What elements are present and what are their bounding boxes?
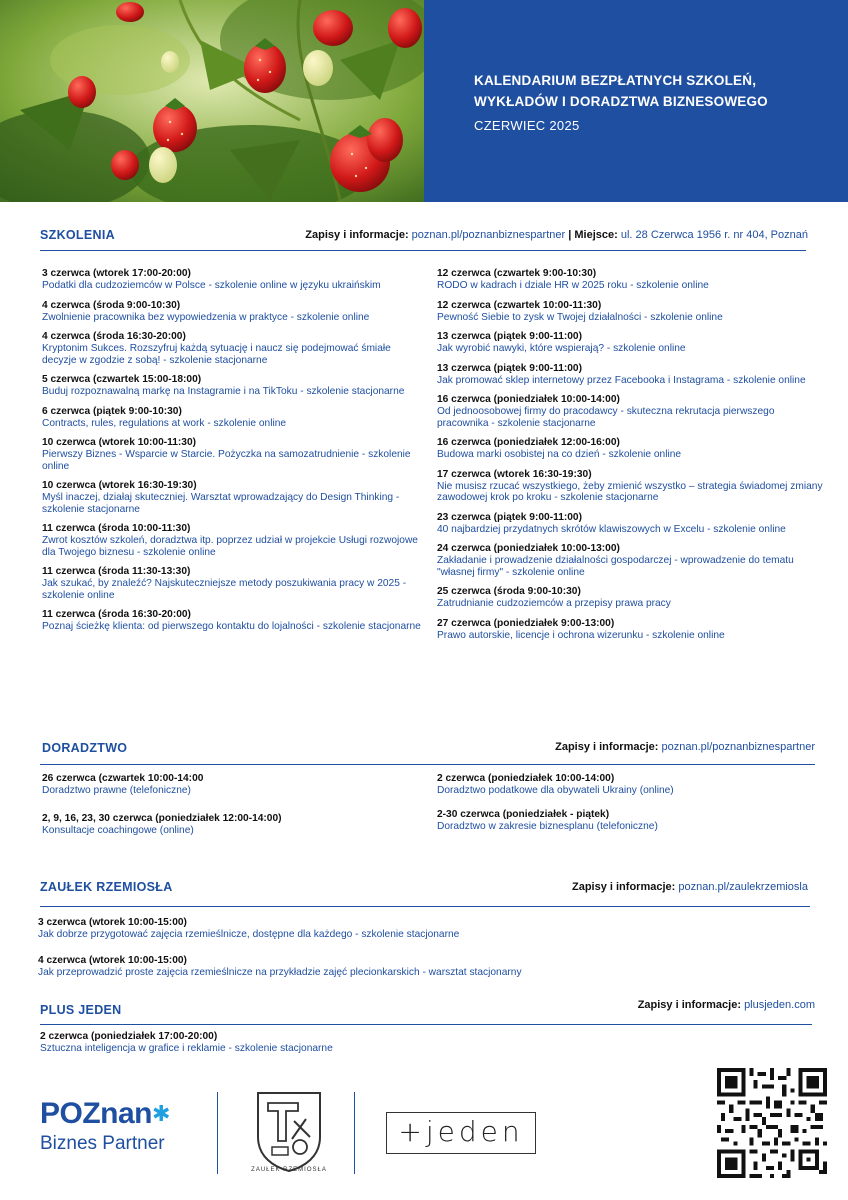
plusjeden-info-label: Zapisy i informacje:	[637, 999, 741, 1011]
event-description: Zwolnienie pracownika bez wypowiedzenia w praktyce - szkolenie online	[42, 311, 370, 323]
event-item	[40, 1031, 740, 1055]
event-item	[42, 331, 422, 366]
event-item	[42, 437, 422, 472]
poznan-wordmark-text: POZnan	[40, 1097, 153, 1130]
strawberry-photo	[0, 0, 424, 202]
event-description: Buduj rozpoznawalną markę na Instagramie i na TikToku - szkolenie stacjonarne	[42, 386, 405, 397]
event-description: Pewność Siebie to zysk w Twojej działalności - szkolenie online	[437, 311, 723, 323]
event-description: Jak przeprowadzić proste zajęcia rzemieślnicze na przykładzie zajęć plecionkarskich - warsztat stacjonarny	[38, 966, 522, 978]
event-description: Nie musisz rzucać wszystkiego, żeby zmienić wszystko – strategia świadomej zmiany zawodowej krok po kroku - szkolenie stacjonarne	[437, 480, 823, 503]
event-date: 25 czerwca (środa 9:00-10:30)	[437, 586, 581, 597]
plusjeden-info-link[interactable]: plusjeden.com	[744, 999, 815, 1011]
event-item	[437, 437, 827, 461]
event-description: Pierwszy Biznes - Wsparcie w Starcie. Pożyczka na samozatrudnienie - szkolenie online	[42, 449, 411, 472]
plusjeden-info	[638, 999, 815, 1011]
event-date: 4 czerwca (wtorek 10:00-15:00)	[38, 954, 187, 966]
section-divider	[40, 906, 810, 907]
zaulek-info-label: Zapisy i informacje:	[571, 881, 676, 893]
event-item	[42, 480, 422, 515]
event-description: Doradztwo w zakresie biznesplanu (telefoniczne)	[437, 820, 658, 832]
event-date: 3 czerwca (wtorek 17:00-20:00)	[42, 268, 191, 279]
event-item	[38, 917, 818, 941]
event-description: Jak dobrze przygotować zajęcia rzemieślnicze, dostępne dla każdego - szkolenie stacjonarne	[38, 929, 460, 940]
event-description: Zakładanie i prowadzenie działalności gospodarczej - wprowadzenie do tematu "własnej firmy" - szkolenie online	[437, 555, 794, 578]
event-item	[437, 469, 827, 504]
page-title	[474, 70, 768, 112]
event-item	[42, 566, 422, 601]
event-date: 10 czerwca (wtorek 16:30-19:30)	[42, 480, 197, 491]
event-description: RODO w kadrach i dziale HR w 2025 roku - szkolenie online	[437, 280, 709, 291]
event-date: 23 czerwca (piątek 9:00-11:00)	[437, 511, 582, 523]
event-description: Kryptonim Sukces. Rozszyfruj każdą sytuację i naucz się podejmować śmiałe decyzje w zgodzie z sobą! - szkolenie stacjonarne	[42, 343, 391, 366]
szkolenia-place-label: Miejsce:	[574, 229, 618, 241]
event-date: 10 czerwca (wtorek 10:00-11:30)	[42, 437, 197, 448]
event-description: Budowa marki osobistej na co dzień - szkolenie online	[437, 449, 682, 460]
section-divider	[40, 1024, 812, 1025]
poznan-biznes-partner-logo	[40, 1098, 170, 1156]
section-divider	[40, 250, 806, 251]
event-description: Zwrot kosztów szkoleń, doradztwa itp. poprzez udział w projekcie Usługi rozwojowe dla Twojego biznesu - szkolenie online	[42, 535, 418, 558]
szkolenia-info-link[interactable]: poznan.pl/poznanbiznespartner	[411, 229, 566, 241]
event-item	[42, 773, 422, 797]
event-item	[42, 609, 422, 633]
event-date: 3 czerwca (wtorek 10:00-15:00)	[38, 917, 187, 928]
event-item	[42, 374, 422, 398]
zaulek-rzemiosla-logo	[248, 1085, 330, 1180]
szkolenia-right-column	[437, 268, 827, 649]
event-description: Doradztwo prawne (telefoniczne)	[42, 785, 191, 796]
event-date: 17 czerwca (wtorek 16:30-19:30)	[437, 468, 592, 480]
logo-divider	[217, 1092, 218, 1174]
event-description: Prawo autorskie, licencje i ochrona wizerunku - szkolenie online	[437, 629, 725, 641]
poznan-logo-subtitle: Biznes Partner	[40, 1133, 165, 1154]
zaulek-logo-caption: ZAUŁEK RZEMIOSŁA	[251, 1167, 327, 1173]
event-item	[437, 363, 827, 387]
plusjeden-column	[40, 1031, 740, 1063]
event-item	[437, 394, 827, 429]
doradztwo-info-label: Zapisy i informacje:	[555, 741, 659, 753]
poznan-wordmark	[40, 1098, 170, 1130]
event-date: 5 czerwca (czwartek 15:00-18:00)	[42, 374, 202, 385]
plusjeden-section-title: PLUS JEDEN	[40, 1003, 122, 1017]
event-item	[42, 406, 422, 430]
header-title-panel	[424, 0, 848, 202]
event-date: 16 czerwca (poniedziałek 10:00-14:00)	[437, 394, 620, 405]
event-description: Jak szukać, by znaleźć? Najskuteczniejsze metody poszukiwania pracy w 2025 - szkolenie online	[42, 578, 407, 601]
asterisk-icon: ✱	[152, 1101, 170, 1126]
plusjeden-logo: +jeden	[386, 1112, 536, 1154]
event-date: 12 czerwca (czwartek 9:00-10:30)	[437, 268, 597, 279]
event-item	[437, 586, 827, 610]
event-item	[437, 773, 827, 797]
event-description: Myśl inaczej, działaj skuteczniej. Warsztat wprowadzający do Design Thinking - szkolenie stacjonarne	[42, 492, 400, 515]
header-banner	[0, 0, 848, 202]
event-item	[42, 813, 422, 837]
event-description: Jak promować sklep internetowy przez Facebooka i Instagrama - szkolenie online	[437, 374, 806, 386]
event-item	[437, 300, 827, 324]
doradztwo-info	[555, 741, 815, 753]
separator: |	[568, 229, 572, 241]
section-divider	[40, 764, 815, 765]
event-date: 27 czerwca (poniedziałek 9:00-13:00)	[437, 617, 615, 629]
doradztwo-left-column	[42, 773, 422, 844]
zaulek-info	[572, 881, 808, 893]
doradztwo-info-link[interactable]: poznan.pl/poznanbiznespartner	[661, 741, 815, 753]
event-description: Contracts, rules, regulations at work - szkolenie online	[42, 417, 287, 429]
event-date: 4 czerwca (środa 16:30-20:00)	[42, 331, 186, 342]
event-date: 4 czerwca (środa 9:00-10:30)	[42, 299, 181, 311]
szkolenia-info	[305, 229, 808, 241]
event-date: 12 czerwca (czwartek 10:00-11:30)	[437, 299, 602, 311]
event-description: Konsultacje coachingowe (online)	[42, 824, 194, 836]
title-line-2: WYKŁADÓW I DORADZTWA BIZNESOWEGO	[474, 94, 768, 109]
event-date: 26 czerwca (czwartek 10:00-14:00	[42, 773, 204, 784]
event-description: Poznaj ścieżkę klienta: od pierwszego kontaktu do lojalności - szkolenie stacjonarne	[42, 621, 421, 632]
event-date: 13 czerwca (piątek 9:00-11:00)	[437, 362, 582, 374]
event-date: 24 czerwca (poniedziałek 10:00-13:00)	[437, 543, 620, 554]
event-item	[38, 955, 818, 979]
event-item	[42, 300, 422, 324]
event-item	[437, 512, 827, 536]
event-description: Sztuczna inteligencja w grafice i reklamie - szkolenie stacjonarne	[40, 1043, 333, 1054]
event-date: 13 czerwca (piątek 9:00-11:00)	[437, 331, 582, 342]
event-item	[42, 523, 422, 558]
event-item	[437, 809, 827, 833]
page-subtitle: CZERWIEC 2025	[474, 118, 580, 133]
event-item	[437, 331, 827, 355]
zaulek-info-link[interactable]: poznan.pl/zaulekrzemiosla	[678, 881, 808, 893]
zaulek-column	[38, 917, 818, 986]
event-description: Jak wyrobić nawyki, które wspierają? - szkolenie online	[437, 343, 686, 354]
logo-divider	[354, 1092, 355, 1174]
qr-code	[717, 1068, 827, 1178]
event-description: Doradztwo podatkowe dla obywateli Ukrainy (online)	[437, 785, 674, 796]
event-item	[42, 268, 422, 292]
event-item	[437, 618, 827, 642]
event-item	[437, 268, 827, 292]
szkolenia-section-title: SZKOLENIA	[40, 228, 115, 242]
szkolenia-left-column	[42, 268, 422, 641]
event-date: 2 czerwca (poniedziałek 17:00-20:00)	[40, 1031, 218, 1042]
event-item	[437, 543, 827, 578]
event-description: Zatrudnianie cudzoziemców a przepisy prawa pracy	[437, 598, 671, 609]
doradztwo-right-column	[437, 773, 827, 840]
event-description: Od jednoosobowej firmy do pracodawcy - skuteczna rekrutacja pierwszego pracownika - szkolenie stacjonarne	[437, 406, 775, 429]
event-date: 6 czerwca (piątek 9:00-10:30)	[42, 405, 182, 417]
zaulek-section-title: ZAUŁEK RZEMIOSŁA	[40, 880, 173, 894]
event-description: 40 najbardziej przydatnych skrótów klawiszowych w Excelu - szkolenie online	[437, 523, 786, 535]
event-date: 2 czerwca (poniedziałek 10:00-14:00)	[437, 773, 615, 784]
event-date: 11 czerwca (środa 11:30-13:30)	[42, 566, 191, 577]
event-description: Podatki dla cudzoziemców w Polsce - szkolenie online w języku ukraińskim	[42, 280, 381, 291]
szkolenia-info-label: Zapisy i informacje:	[305, 229, 409, 241]
event-date: 2, 9, 16, 23, 30 czerwca (poniedziałek 12:00-14:00)	[42, 812, 282, 824]
event-date: 11 czerwca (środa 10:00-11:30)	[42, 523, 191, 534]
title-line-1: KALENDARIUM BEZPŁATNYCH SZKOLEŃ,	[474, 73, 757, 88]
event-date: 2-30 czerwca (poniedziałek - piątek)	[437, 808, 610, 820]
szkolenia-place-value: ul. 28 Czerwca 1956 r. nr 404, Poznań	[620, 229, 808, 241]
event-date: 11 czerwca (środa 16:30-20:00)	[42, 609, 191, 620]
event-date: 16 czerwca (poniedziałek 12:00-16:00)	[437, 437, 620, 448]
doradztwo-section-title: DORADZTWO	[42, 741, 128, 755]
